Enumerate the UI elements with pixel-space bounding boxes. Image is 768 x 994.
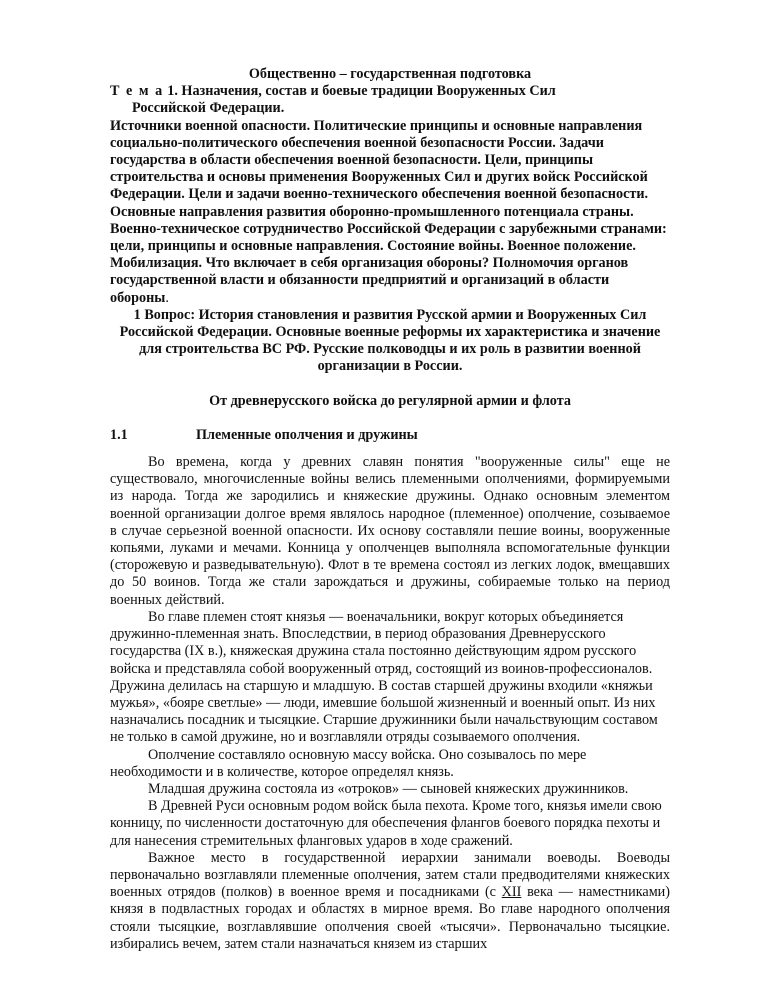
topic-questions-end: .: [165, 289, 169, 306]
paragraph-3: Ополчение составляло основную массу войска. Оно созывалось по мере необходимости и в количестве, которое определял князь.: [110, 746, 587, 780]
document-page: [110, 66, 670, 953]
paragraph-6-part-1: Важное место в государственной иерархии занимали воеводы. Воеводы первоначально возглавляли племенные ополчения, затем стали предводителями княжеских военных отрядов (полков) в военное время и посадниками (с: [110, 849, 670, 901]
topic-text: 1. Назначения, состав и боевые традиции Вооруженных Сил: [163, 83, 556, 100]
topic-heading-continuation: Российской Федерации.: [132, 100, 285, 117]
subsection-title: Племенные ополчения и дружины: [196, 426, 418, 443]
paragraph-6-part-2: века — наместниками) князя в подвластных городах и областях в мирное время. Во главе народного ополчения стояли тысяцкие, возглавлявшие ополчения своей «тысячи». Первоначально тысяцкие. избирались вечем, затем стали назначаться князем из старших: [110, 884, 670, 952]
paragraph-6: [110, 850, 670, 953]
paragraph-5: В Древней Руси основным родом войск была пехота. Кроме того, князья имели свою конницу, по численности достаточную для обеспечения флангов боевого порядка пехоты и для нанесения стремительных фланговых ударов в ходе сражений.: [110, 798, 662, 849]
question-heading: 1 Вопрос: История становления и развития Русской армии и Вооруженных Сил Российской Федерации. Основные военные реформы их характеристика и значение для строительства ВС РФ. Русские полководцы и их роль в развитии военной организации в России.: [119, 306, 661, 375]
document-title: Общественно – государственная подготовка: [248, 66, 532, 82]
paragraph-1: Во времена, когда у древних славян понятия "вооруженные силы" еще не существовало, многочисленные войны велись племенными ополчениями, формируемыми из народа. Тогда же зародились и княжеские дружины. Однако основным элементом военной организации долгое время являлось народное (племенное) ополчение, созываемое в случае серьезной военной опасности. Их основу составляли пешие воины, вооруженные копьями, луками и мечами. Конница у ополченцев выполняла вспомогательные функции (сторожевую и разведывательную). Флот в те времена состоял из легких лодок, вмещавших до 50 воинов. Тогда же стали зарождаться и дружины, собираемые только на период военных действий.: [110, 454, 670, 608]
topic-label: Т е м а: [110, 83, 164, 100]
section-title: От древнерусского войска до регулярной армии и флота: [209, 392, 571, 409]
topic-questions: [110, 118, 670, 307]
topic-questions-text: Источники военной опасности. Политические принципы и основные направления социально-политического обеспечения военной безопасности России. Задачи государства в области обеспечения военной безопасности. Цели, принципы строительства и основы применения Вооруженных Сил и других войск Российской Федерации. Цели и задачи военно-технического обеспечения военной безопасности. Основные направления развития оборонно-промышленного потенциала страны. Военно-техническое сотрудничество Российской Федерации с зарубежными странами: цели, принципы и основные направления. Состояние войны. Военное положение. Мобилизация. Что включает в себя организация обороны? Полномочия органов государственной власти и обязанности предприятий и организаций в области обороны: [110, 117, 667, 306]
century-link[interactable]: XII: [501, 884, 522, 901]
topic-heading: [110, 83, 670, 100]
paragraph-4: Младшая дружина состояла из «отроков» — сыновей княжеских дружинников.: [148, 780, 629, 797]
subsection-heading: [110, 427, 670, 444]
paragraph-2: Во главе племен стоят князья — военачальники, вокруг которых объединяется дружинно-племенная знать. Впоследствии, в период образования Древнерусского государства (IX в.), княжеская дружина стала постоянно действующим ядром русского войска и представляла собой вооруженный отряд, состоящий из воинов-профессионалов. Дружина делилась на старшую и младшую. В состав старшей дружины входили «княжьи мужья», «бояре светлые» — люди, имевшие большой жизненный и военный опыт. Из них назначались посадник и тысяцкие. Старшие дружинники были начальствующим составом не только в самой дружине, но и возглавляли отряды созываемого ополчения.: [110, 608, 658, 746]
subsection-number: 1.1: [110, 426, 128, 443]
